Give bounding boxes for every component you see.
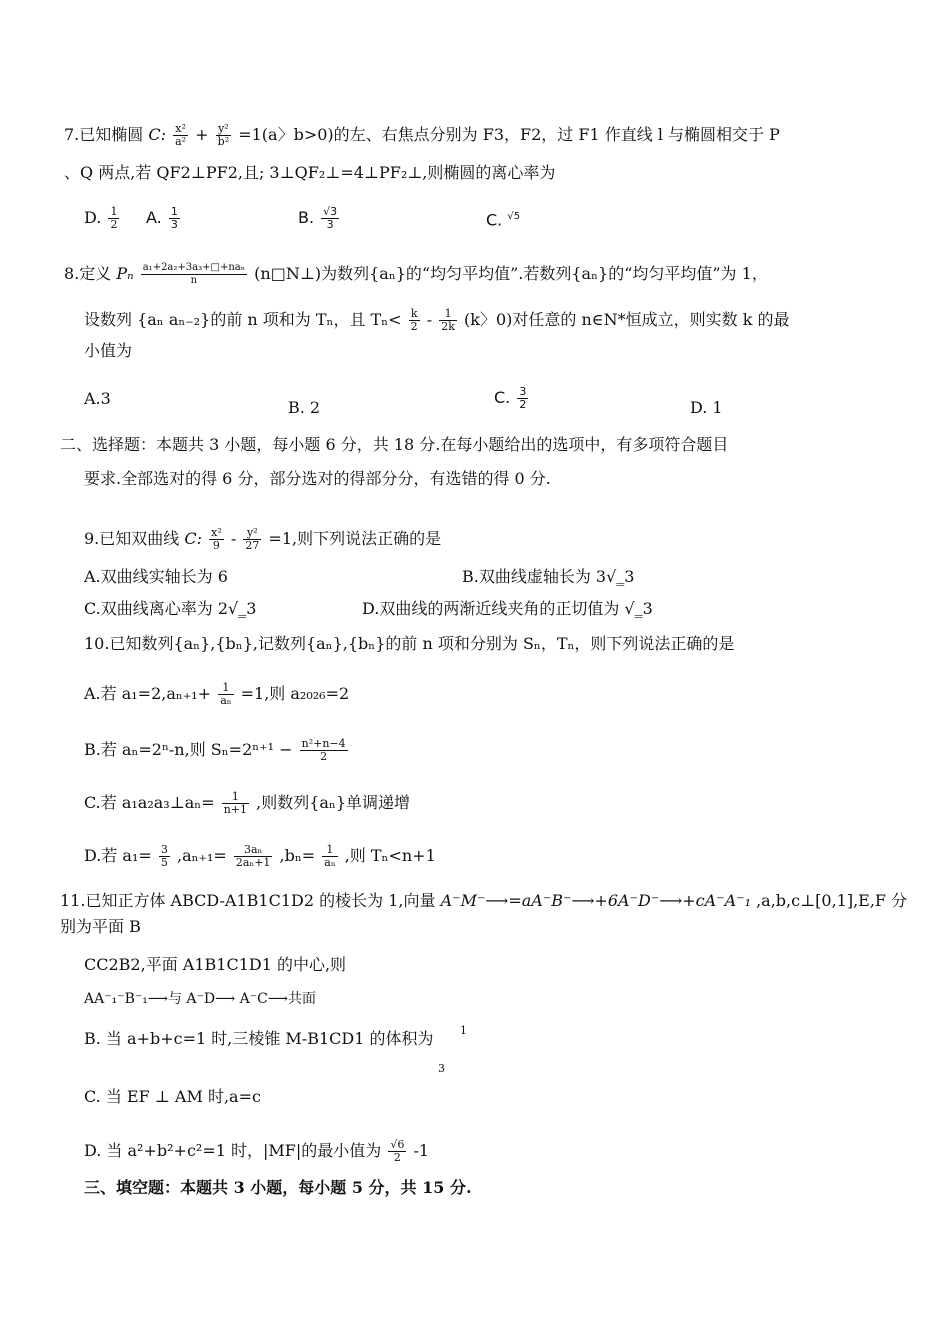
q8-def-num: a₁+2a₂+3a₃+□+naₙ [142,262,246,273]
q8-option-b: B. 2 [288,398,321,417]
q10-option-d-tail: ,则 Tₙ<n+1 [344,846,436,865]
q7-option-a-den: 3 [170,218,178,231]
q10-option-d-f3-den: aₙ [324,856,336,869]
q7-fraction-y [216,123,231,148]
q11-option-b-num: 1 [460,1024,467,1037]
q7-fraction-x [173,123,188,148]
q7-option-b-frac [321,206,339,231]
q9-hyperbola-label: C: [184,529,203,548]
q11-stem-line1 [60,890,907,912]
q11-option-d-tail: -1 [413,1141,430,1160]
q9-frac-y [243,527,261,552]
q10-option-d-f2-den: 2aₙ+1 [235,856,271,869]
section2-heading-line2: 要求.全部选对的得 6 分，部分选对的得部分分，有选错的得 0 分. [84,469,551,488]
q11-vector-expression: A⁻M⁻⟶=aA⁻B⁻⟶+6A⁻D⁻⟶+cA⁻A⁻₁ [440,891,751,910]
q7-option-c-num: √5 [507,211,521,222]
section3-heading: 三、填空题：本题共 3 小题，每小题 5 分，共 15 分. [84,1178,472,1197]
q11-option-d-pre: D. 当 a²+b²+c²=1 时，|MF|的最小值为 [84,1141,382,1160]
q10-option-c-tail: ,则数列{aₙ}单调递增 [256,793,411,812]
q8-option-c-den: 2 [519,398,527,411]
q11-option-b-text: B. 当 a+b+c=1 时,三棱锥 M-B1CD1 的体积为 [84,1029,434,1048]
q8-option-c-num: 3 [519,385,527,398]
q10-option-c-num: 1 [222,791,249,804]
q11-option-d-num: √6 [390,1138,405,1151]
q8-line2-tail: (k〉0)对任意的 n∈N*恒成立，则实数 k 的最 [464,310,790,329]
q8-stem-line2 [84,308,789,333]
q7-stem-line1 [64,123,780,148]
q9-frac1-den: 9 [212,539,220,552]
q8-minus: - [426,310,433,329]
q7-option-c-label: C. [486,210,503,230]
q10-option-d-pre: D.若 a₁= [84,846,152,865]
q11-option-b [84,1028,433,1050]
q9-stem [84,527,441,552]
q10-option-d-f2-num: 3aₙ [234,844,273,857]
q9-minus: - [230,529,237,548]
q11-stem-line2: 别为平面 B [60,917,141,936]
q7-option-c [486,206,520,231]
q7-option-d-label: D. [84,208,102,227]
q7-option-d [84,206,121,231]
q9-option-b: B.双曲线虚轴长为 3√‗3 [462,567,635,586]
q11-stem-tail: ,a,b,c⊥[0,1],E,F 分 [756,891,908,910]
q9-frac2-den: 27 [245,539,260,552]
q10-option-a-num: 1 [218,682,233,695]
q8-stem-text: 8.定义 [64,264,112,283]
q7-stem-tail: =1(a〉b>0)的左、右焦点分别为 F3，F2，过 F1 作直线 l 与椭圆相交于 P [238,125,780,144]
q9-option-a: A.双曲线实轴长为 6 [84,567,228,586]
q10-option-c-pre: C.若 a₁a₂a₃⊥aₙ= [84,793,215,812]
q9-stem-tail: =1,则下列说法正确的是 [268,529,442,548]
q10-option-d-mid1: ,aₙ₊₁= [176,846,227,865]
q11-stem-line3: CC2B2,平面 A1B1C1D1 的中心,则 [84,955,347,974]
q8-definition-frac [141,262,247,287]
q11-stem-pre: 11.已知正方体 ABCD-A1B1C1D2 的棱长为 1,向量 [60,891,436,910]
q10-option-d-f1-num: 3 [160,843,168,856]
q10-option-b-num: n²+n−4 [301,737,346,750]
q9-option-c: C.双曲线离心率为 2√‗3 [84,599,257,618]
q11-option-d-den: 2 [393,1151,401,1164]
q10-option-d [84,844,436,869]
q10-option-c [84,791,410,816]
q7-option-a-label: A. [146,208,162,227]
q7-option-a-frac [169,206,180,231]
q9-frac-x [209,527,224,552]
q10-option-a-tail: =1,则 a₂₀₂₆=2 [240,684,350,703]
q8-line2-pre: 设数列 {aₙ aₙ₋₂}的前 n 项和为 Tₙ，且 Tₙ< [84,310,402,329]
q8-k2-num: 1 [439,308,457,321]
q7-stem-line2: 、Q 两点,若 QF2⊥PF2,且; 3⊥QF₂⊥=4⊥PF₂⊥,则椭圆的离心率为 [64,163,556,182]
q10-option-d-frac1 [159,844,170,869]
q7-frac2-num: y² [216,123,231,136]
q8-stem-line1 [64,262,768,287]
q8-k-frac [409,308,420,333]
q9-frac2-num: y² [243,527,261,540]
q9-option-d: D.双曲线的两渐近线夹角的正切值为 √‗3 [362,599,653,618]
q8-option-c-label: C. [494,388,511,407]
q7-option-b [298,206,341,231]
q10-option-d-frac2 [234,844,273,869]
q10-option-c-den: n+1 [223,803,248,816]
q7-frac1-den: a² [175,135,187,148]
q7-frac1-num: x² [173,123,188,136]
q8-option-a: A.3 [84,389,111,408]
q8-p-n: Pₙ [116,264,134,283]
q9-stem-text: 9.已知双曲线 [84,529,180,548]
q9-frac1-num: x² [211,526,222,539]
q11-option-b-den: 3 [438,1062,445,1075]
q8-k2-frac [439,308,457,333]
q8-k2-den: 2k [441,320,455,333]
q10-option-d-mid2: ,bₙ= [279,846,316,865]
q10-stem: 10.已知数列{aₙ},{bₙ},记数列{aₙ},{bₙ}的前 n 项和分别为 Sₙ，Tₙ，则下列说法正确的是 [84,634,735,653]
q7-option-b-label: B. [298,208,315,227]
q8-def-den: n [190,275,198,286]
q11-option-d [84,1139,429,1164]
q10-option-b-frac [300,738,348,763]
q10-option-c-frac [222,791,249,816]
q10-option-b [84,738,350,763]
q10-option-a-frac [218,682,233,707]
q7-frac2-den: b² [217,135,230,148]
q8-stem-line3: 小值为 [84,341,133,360]
q10-option-d-f1-den: 5 [160,856,168,869]
q8-option-c [494,386,530,411]
q10-option-d-f3-num: 1 [322,844,337,857]
q10-option-b-pre: B.若 aₙ=2ⁿ-n,则 Sₙ=2ⁿ⁺¹ − [84,740,293,759]
q7-ellipse-label: C: [148,125,167,144]
q11-option-c: C. 当 EF ⊥ AM 时,a=c [84,1087,261,1106]
q7-option-d-frac [108,206,119,231]
q10-option-a-pre: A.若 a₁=2,aₙ₊₁+ [84,684,212,703]
section2-heading-line1: 二、选择题：本题共 3 小题，每小题 6 分，共 18 分.在每小题给出的选项中，有多项符合题目 [60,435,729,454]
q7-option-b-den: 3 [326,218,334,231]
q8-k-num: k [409,308,420,321]
q8-option-c-frac [517,386,528,411]
q8-option-d: D. 1 [690,398,723,417]
q7-option-a-num: 1 [170,205,178,218]
q7-plus: + [195,125,209,144]
q7-option-a [146,206,182,231]
q7-option-b-num: √3 [323,205,338,218]
q7-option-d-den: 2 [110,218,118,231]
q7-option-d-num: 1 [110,205,118,218]
q8-k-den: 2 [410,320,418,333]
q10-option-d-frac3 [322,844,337,869]
q7-stem-text: 7.已知椭圆 [64,125,144,144]
q11-option-d-frac [388,1139,406,1164]
q10-option-a-den: aₙ [220,694,232,707]
q11-option-a: AA⁻₁⁻B⁻₁⟶与 A⁻D⟶ A⁻C⟶共面 [84,991,316,1007]
q10-option-a [84,682,349,707]
q8-stem-tail: (n□N⊥)为数列{aₙ}的“均匀平均值”.若数列{aₙ}的“均匀平均值”为 1， [254,264,768,283]
q10-option-b-den: 2 [320,750,328,763]
